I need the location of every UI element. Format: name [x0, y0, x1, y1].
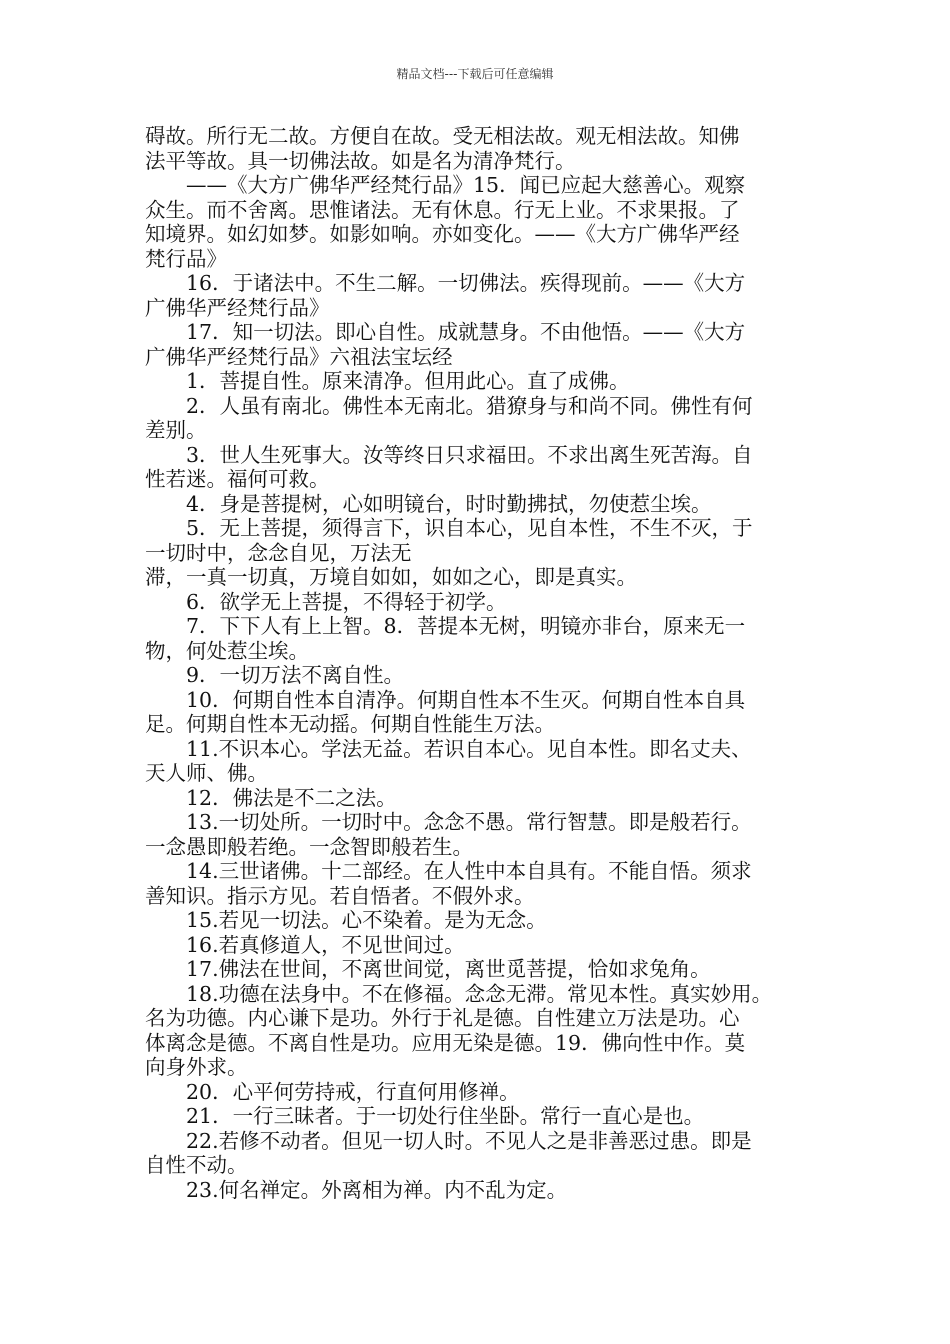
text-line: 一切时中，念念自见，万法无: [145, 540, 412, 565]
text-line: 17.佛法在世间，不离世间觉，离世觅菩提，恰如求兔角。: [186, 957, 711, 981]
text-line: 9．一切万法不离自性。: [186, 663, 405, 687]
text-line: 5．无上菩提，须得言下，识自本心，见自本性，不生不灭，于: [186, 516, 753, 540]
text-line: 知境界。如幻如梦。如影如响。亦如变化。——《大方广佛华严经: [145, 222, 740, 246]
text-line: 15.若见一切法。心不染着。是为无念。: [186, 908, 547, 932]
text-line: 法平等故。具一切佛法故。如是名为清净梵行。: [145, 148, 576, 173]
text-line: 6．欲学无上菩提，不得轻于初学。: [186, 589, 507, 614]
text-line: 12．佛法是不二之法。: [186, 785, 397, 810]
text-line: 2．人虽有南北。佛性本无南北。猎獠身与和尚不同。佛性有何: [186, 393, 753, 418]
text-line: 性若迷。福何可救。: [145, 467, 330, 491]
text-line: 体离念是德。不离自性是功。应用无染是德。19．佛向性中作。莫: [145, 1030, 746, 1055]
text-line: 3．世人生死事大。汝等终日只求福田。不求出离生死苦海。自: [186, 442, 753, 467]
text-line: 梵行品》: [145, 246, 227, 271]
text-line: 天人师、佛。: [145, 761, 268, 785]
text-line: 20．心平何劳持戒，行直何用修禅。: [186, 1079, 520, 1104]
text-line: 众生。而不舍离。思惟诸法。无有休息。行无上业。不求果报。了: [145, 197, 740, 222]
text-line: 足。何期自性本无动摇。何期自性能生万法。: [145, 712, 555, 736]
text-line: 18.功德在法身中。不在修福。念念无滞。常见本性。真实妙用。: [186, 981, 773, 1006]
document-body: [145, 124, 810, 1202]
text-line: 21．一行三昧者。于一切处行住坐卧。常行一直心是也。: [186, 1104, 705, 1128]
text-line: ——《大方广佛华严经梵行品》15．闻已应起大慈善心。观察: [186, 173, 746, 197]
text-line: 广佛华严经梵行品》: [145, 295, 330, 320]
text-line: 22.若修不动者。但见一切人时。不见人之是非善恶过患。即是: [186, 1128, 752, 1153]
text-line: 16．于诸法中。不生二解。一切佛法。疾得现前。——《大方: [186, 271, 746, 295]
text-line: 广佛华严经梵行品》六祖法宝坛经: [145, 344, 453, 369]
text-line: 碍故。所行无二故。方便自在故。受无相法故。观无相法故。知佛: [145, 124, 740, 148]
text-line: 名为功德。内心谦下是功。外行于礼是德。自性建立万法是功。心: [145, 1006, 740, 1030]
text-line: 善知识。指示方见。若自悟者。不假外求。: [145, 883, 535, 908]
text-line: 物，何处惹尘埃。: [145, 638, 309, 663]
text-line: 16.若真修道人，不见世间过。: [186, 932, 465, 957]
text-line: 滞，一真一切真，万境自如如，如如之心，即是真实。: [145, 565, 637, 589]
text-line: 10．何期自性本自清净。何期自性本不生灭。何期自性本自具: [186, 687, 746, 712]
text-line: 11.不识本心。学法无益。若识自本心。见自本性。即名丈夫、: [186, 736, 752, 761]
text-line: 一念愚即般若绝。一念智即般若生。: [145, 834, 473, 859]
text-line: 13.一切处所。一切时中。念念不愚。常行智慧。即是般若行。: [186, 810, 752, 834]
text-line: 14.三世诸佛。十二部经。在人性中本自具有。不能自悟。须求: [186, 859, 752, 883]
text-line: 差别。: [145, 418, 207, 442]
page-header: 精品文档---下载后可任意编辑: [396, 67, 554, 81]
text-line: 自性不动。: [145, 1153, 248, 1177]
text-line: 向身外求。: [145, 1055, 248, 1079]
text-line: 1．菩提自性。原来清净。但用此心。直了成佛。: [186, 369, 630, 393]
text-line: 23.何名禅定。外离相为禅。内不乱为定。: [186, 1177, 568, 1202]
text-line: 17．知一切法。即心自性。成就慧身。不由他悟。——《大方: [186, 320, 746, 344]
text-line: 4．身是菩提树，心如明镜台，时时勤拂拭，勿使惹尘埃。: [186, 491, 712, 516]
text-line: 7．下下人有上上智。8．菩提本无树，明镜亦非台，原来无一: [186, 614, 746, 638]
